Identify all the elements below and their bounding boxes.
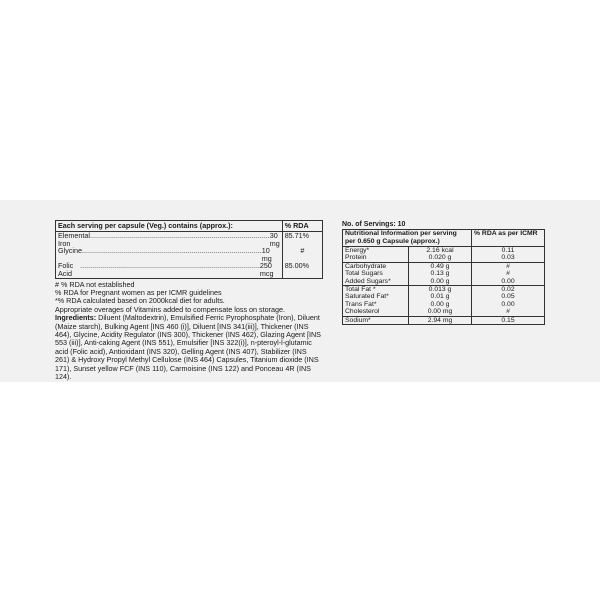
nutrient-name: Folic Acid [58, 261, 74, 278]
nutrition-header-row [343, 230, 545, 247]
nutrient-value: 0.020 g [409, 254, 472, 262]
nutrition-header-info: Nutritional Information per serving per 0.650 g Capsule (approx.) [343, 230, 472, 247]
table-row: Glycine .......................................................................................... 10 mg # [56, 247, 323, 262]
composition-header-rda: % RDA [282, 221, 322, 232]
nutrient-name: Added Sugars* [343, 278, 409, 286]
composition-header-row [56, 221, 323, 232]
nutrient-value: 0.013 g [409, 286, 472, 294]
nutrient-rda: 85.00% [282, 262, 322, 278]
nutrient-rda: 0.00 [472, 301, 545, 308]
nutrient-amount: 250 mcg [259, 261, 274, 278]
nutrient-rda: 0.03 [472, 254, 545, 262]
nutrient-rda: 0.05 [472, 293, 545, 300]
nutrient-rda: # [472, 262, 545, 270]
note-rda-not-established: # % RDA not established [55, 279, 135, 289]
nutrient-rda: # [472, 270, 545, 277]
note-icmr: % RDA for Pregnant women as per ICMR guidelines [55, 287, 222, 297]
nutrient-value: 0.00 mg [409, 308, 472, 316]
label-notes [55, 281, 323, 382]
nutrient-name: Cholesterol [343, 308, 409, 316]
nutrient-name: Trans Fat* [343, 301, 409, 308]
nutrient-value: 0.01 g [409, 293, 472, 300]
nutrient-name: Sodium* [343, 316, 409, 324]
composition-table [55, 220, 323, 279]
nutrient-rda: 0.15 [472, 316, 545, 324]
table-row [343, 254, 545, 262]
nutrient-value: 0.00 g [409, 301, 472, 308]
ingredients-label: Ingredients: [55, 313, 97, 323]
note-overages: Appropriate overages of Vitamins added to compensate loss on storage. [55, 304, 286, 314]
table-row [343, 308, 545, 316]
table-row [343, 262, 545, 270]
table-row: Elemental Iron .......................................................................................... 30 mg 85.71% [56, 232, 323, 248]
ingredients [55, 314, 323, 381]
nutrient-name: Energy* [343, 247, 409, 255]
nutrient-name: Total Fat * [343, 286, 409, 294]
composition-section [55, 220, 323, 381]
ingredients-text: Diluent (Maltodextrin), Emulsified Ferric Pyrophosphate (Iron), Diluent (Maize starch), Bulking Agent [INS 460 (i)], Diluent [INS 341(iii)], Thickener (INS 464), Glycine, Acidity Regulator (INS 300), Thickener (INS 462), Glazing Agent [INS 553 (iii)], Anti-caking Agent (INS 551), Emulsifier [INS 322(i)], n-pteroyl-l-glutamic acid (Folic acid), Antioxidant (INS 320), Gelling Agent (INS 407), Stabilizer (INS 261) & Hydroxy Propyl Methyl Cellulose (INS 464) Capsules, Titanium dioxide (INS 171), Sunset yellow FCF (INS 110), Carmoisine (INS 122) and Ponceau 4R (INS 124). [55, 313, 321, 382]
nutrient-name: Saturated Fat* [343, 293, 409, 300]
nutrient-rda: 0.11 [472, 247, 545, 255]
nutrient-name: Protein [343, 254, 409, 262]
nutrient-rda: 0.00 [472, 278, 545, 286]
table-row [343, 316, 545, 324]
nutrient-value: 0.00 g [409, 278, 472, 286]
nutrient-value: 0.13 g [409, 270, 472, 277]
servings-count: No. of Servings: 10 [342, 221, 406, 228]
nutrient-value: 2.94 mg [409, 316, 472, 324]
table-row [343, 286, 545, 294]
nutrition-table [342, 229, 545, 325]
nutrient-name: Glycine [58, 246, 82, 256]
table-row [343, 270, 545, 277]
nutrient-name: Elemental Iron [58, 231, 90, 248]
nutrient-amount: 30 mg [269, 231, 280, 248]
table-row [343, 278, 545, 286]
nutrition-section [342, 221, 545, 325]
table-row [343, 301, 545, 308]
note-kcal: *% RDA calculated based on 2000kcal diet for adults. [55, 296, 225, 306]
nutrient-name: Total Sugars [343, 270, 409, 277]
nutrient-name: Carbohydrate [343, 262, 409, 270]
nutrient-amount: 10 mg [261, 246, 272, 263]
table-row: Folic Acid .......................................................................................... 250 mcg 85.00% [56, 262, 323, 278]
table-row [343, 293, 545, 300]
table-row [343, 247, 545, 255]
nutrient-value: 2.16 kcal [409, 247, 472, 255]
nutrient-rda: # [282, 247, 322, 262]
nutrient-rda: 0.02 [472, 286, 545, 294]
composition-header-label: Each serving per capsule (Veg.) contains (approx.): [56, 221, 283, 232]
nutrition-header-rda: % RDA as per ICMR [472, 230, 545, 247]
nutrient-rda: 85.71% [282, 232, 322, 248]
nutrient-value: 0.49 g [409, 262, 472, 270]
nutrient-rda: # [472, 308, 545, 316]
